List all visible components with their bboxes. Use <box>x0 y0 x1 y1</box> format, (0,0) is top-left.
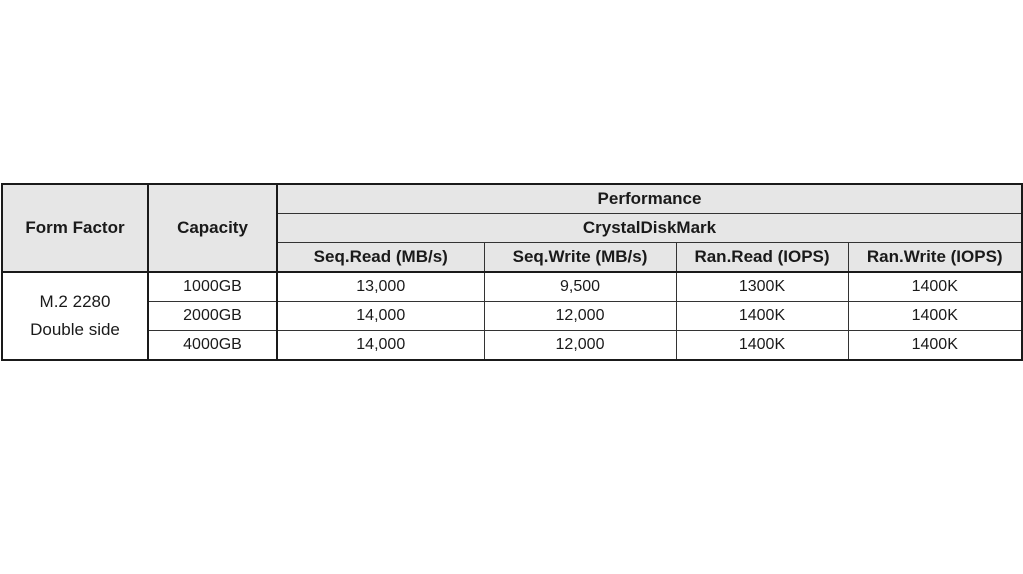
ran-write-cell: 1400K <box>848 272 1022 302</box>
ssd-spec-table <box>1 183 1023 361</box>
form-factor-header: Form Factor <box>2 184 148 272</box>
benchmark-header: CrystalDiskMark <box>277 214 1022 243</box>
ran-write-header: Ran.Write (IOPS) <box>848 243 1022 273</box>
capacity-header: Capacity <box>148 184 277 272</box>
ran-write-cell: 1400K <box>848 302 1022 331</box>
seq-write-cell: 12,000 <box>484 302 676 331</box>
table-header <box>2 184 1022 272</box>
performance-header: Performance <box>277 184 1022 214</box>
seq-write-header: Seq.Write (MB/s) <box>484 243 676 273</box>
table-row <box>2 302 1022 331</box>
ran-read-cell: 1400K <box>676 331 848 361</box>
table-row <box>2 331 1022 361</box>
ran-read-cell: 1400K <box>676 302 848 331</box>
capacity-cell: 4000GB <box>148 331 277 361</box>
table-row <box>2 272 1022 302</box>
ran-read-header: Ran.Read (IOPS) <box>676 243 848 273</box>
header-row-performance <box>2 184 1022 214</box>
seq-write-cell: 12,000 <box>484 331 676 361</box>
ran-write-cell: 1400K <box>848 331 1022 361</box>
ran-read-cell: 1300K <box>676 272 848 302</box>
form-factor-cell <box>2 272 148 360</box>
capacity-cell: 1000GB <box>148 272 277 302</box>
form-factor-line1: M.2 2280 <box>39 292 111 311</box>
form-factor-line2: Double side <box>30 320 120 339</box>
table-body <box>2 272 1022 360</box>
seq-write-cell: 9,500 <box>484 272 676 302</box>
capacity-cell: 2000GB <box>148 302 277 331</box>
seq-read-cell: 14,000 <box>277 331 484 361</box>
seq-read-cell: 13,000 <box>277 272 484 302</box>
seq-read-header: Seq.Read (MB/s) <box>277 243 484 273</box>
seq-read-cell: 14,000 <box>277 302 484 331</box>
